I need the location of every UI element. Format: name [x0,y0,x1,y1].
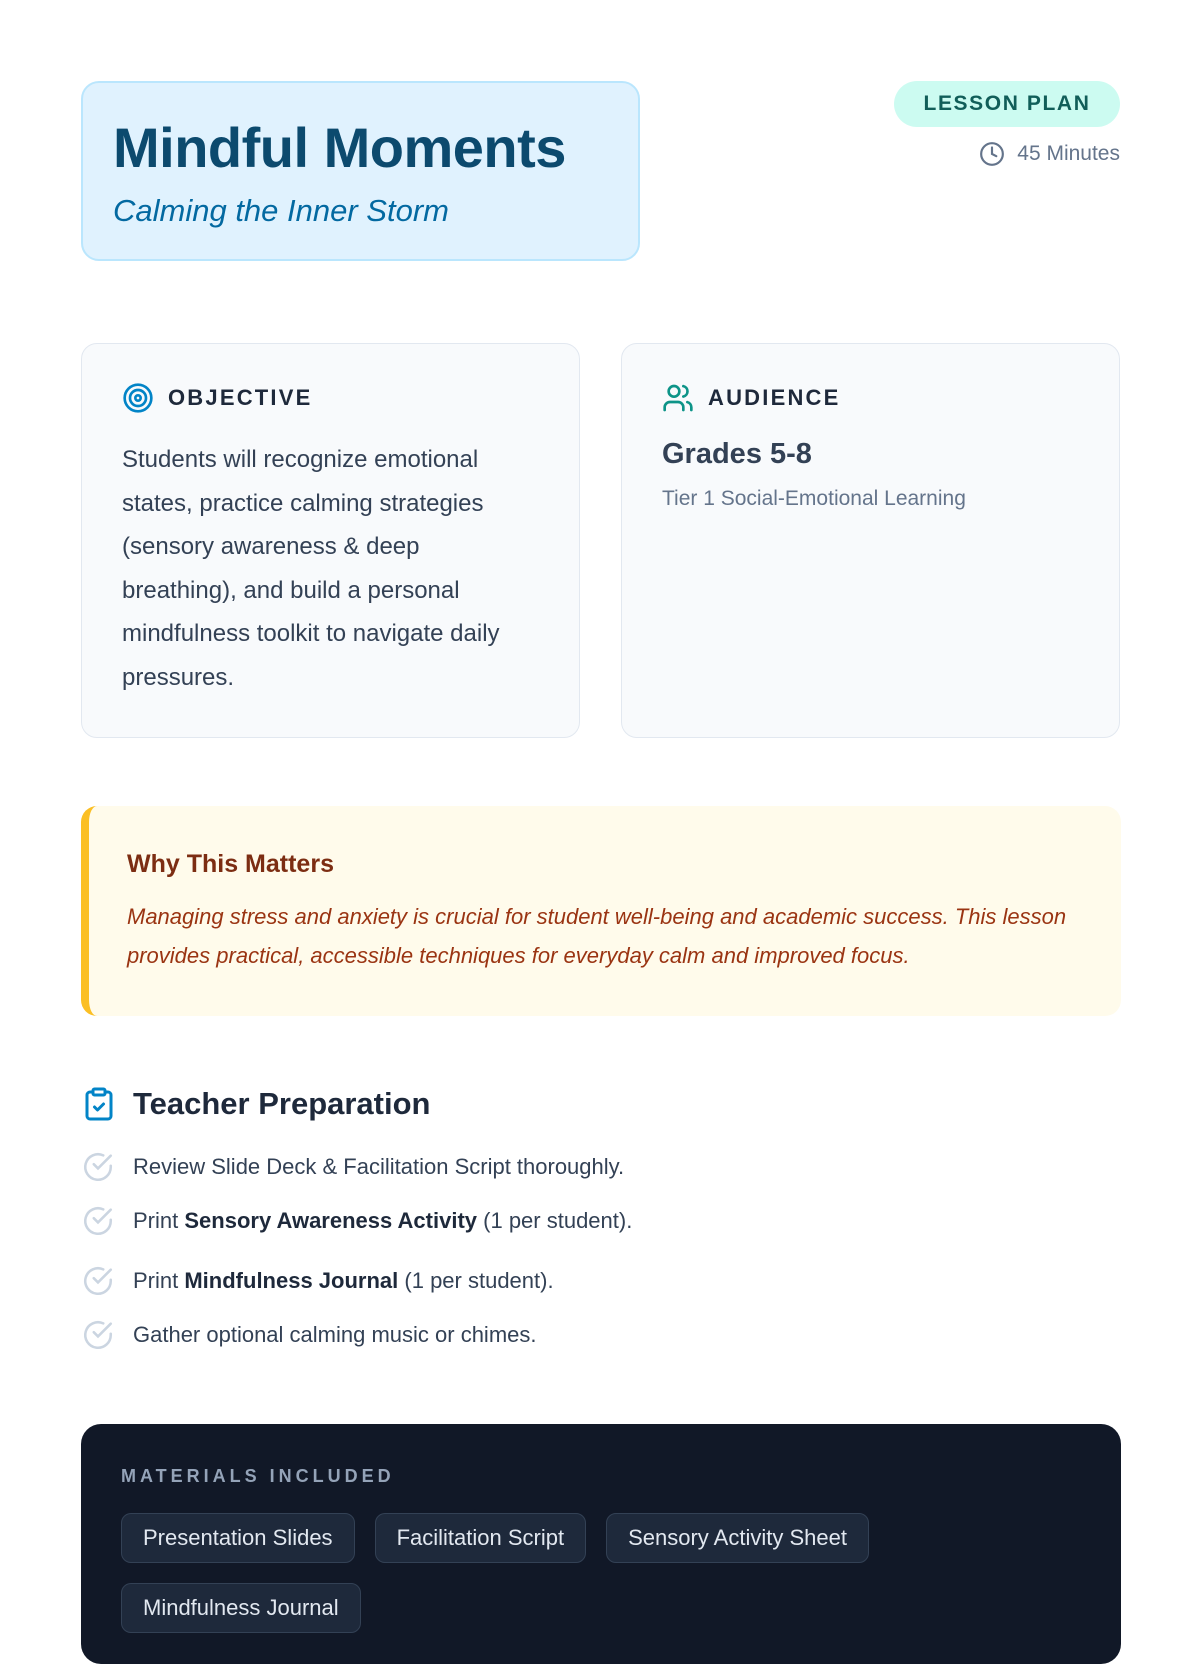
users-icon [662,382,694,414]
checklist-text: Print Mindfulness Journal (1 per student). [133,1268,554,1293]
page-title: Mindful Moments [113,116,566,179]
checklist-item [81,1204,632,1238]
check-circle-icon [81,1150,115,1184]
duration [979,141,1120,167]
objective-text: Students will recognize emotional states, practice calming strategies (sensory awareness & deep breathing), and build a personal mindfulness toolkit to navigate daily pressures. [122,446,500,691]
check-circle-icon [81,1204,115,1238]
materials-chip-list [121,1513,1081,1633]
clipboard-check-icon [81,1086,117,1122]
title-card [81,81,640,261]
teacher-prep-header [81,1086,430,1122]
teacher-prep-heading: Teacher Preparation [133,1086,431,1121]
lesson-plan-badge: LESSON PLAN [894,81,1120,127]
material-chip[interactable]: Mindfulness Journal [121,1583,361,1633]
audience-tier: Tier 1 Social-Emotional Learning [662,487,966,510]
checklist-text: Print Sensory Awareness Activity (1 per student). [133,1208,633,1233]
audience-heading: AUDIENCE [708,385,841,410]
checklist-text: Review Slide Deck & Facilitation Script thoroughly. [133,1154,625,1179]
why-this-matters-callout [81,806,1121,1016]
why-heading: Why This Matters [127,850,334,878]
objective-card [81,343,580,738]
materials-label: MATERIALS INCLUDED [121,1466,395,1486]
why-text: Managing stress and anxiety is crucial for student well-being and academic success. This lesson provides practical, accessible techniques for everyday calm and improved focus. [127,904,1067,968]
page-subtitle: Calming the Inner Storm [113,193,449,228]
material-chip[interactable]: Sensory Activity Sheet [606,1513,869,1563]
check-circle-icon [81,1264,115,1298]
material-chip[interactable]: Presentation Slides [121,1513,355,1563]
target-icon [122,382,154,414]
audience-card [621,343,1120,738]
check-circle-icon [81,1318,115,1352]
duration-text: 45 Minutes [1017,142,1120,165]
checklist-item [81,1150,624,1184]
material-chip[interactable]: Facilitation Script [375,1513,587,1563]
objective-heading: OBJECTIVE [168,385,313,410]
checklist-item [81,1264,554,1298]
clock-icon [979,141,1005,167]
checklist-text: Gather optional calming music or chimes. [133,1322,537,1347]
materials-panel [81,1424,1121,1664]
checklist-item [81,1318,537,1352]
audience-grade: Grades 5-8 [662,438,812,470]
